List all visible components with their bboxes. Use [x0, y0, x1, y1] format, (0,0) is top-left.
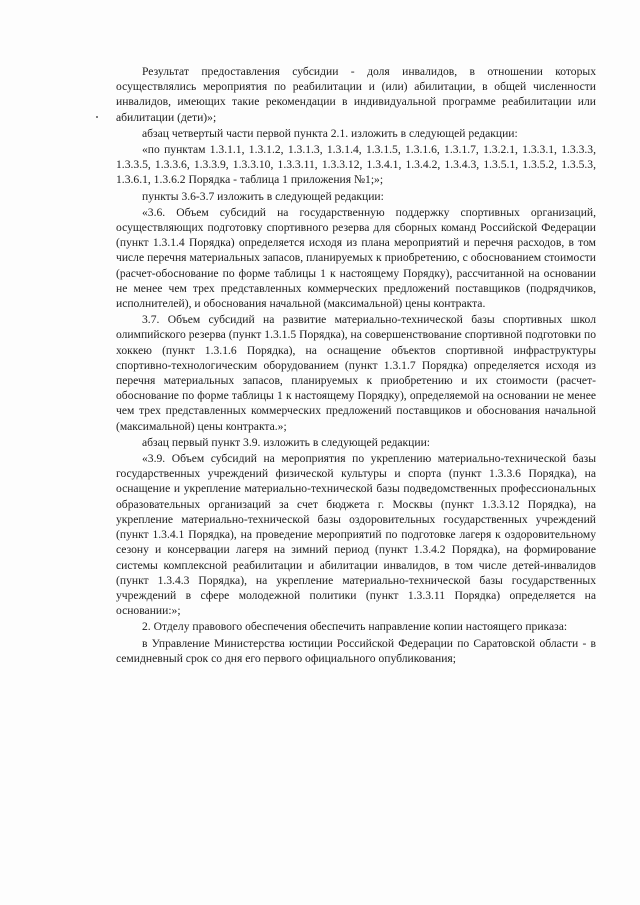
paragraph-legal-dept: 2. Отделу правового обеспечения обеспечить направление копии настоящего приказа:: [142, 620, 568, 634]
paragraph-amend-3-6-3-7: пункты 3.6-3.7 изложить в следующей редакции:: [142, 189, 384, 203]
paragraph-amend-2-1: абзац четвертый части первой пункта 2.1. изложить в следующей редакции:: [142, 126, 518, 140]
paragraph-justice-ministry: в Управление Министерства юстиции Российской Федерации по Саратовской области - в семидневный срок со дня его первого официального опубликования;: [116, 636, 596, 665]
document-body: [116, 64, 596, 666]
paragraph-amend-3-9: абзац первый пункт 3.9. изложить в следующей редакции:: [142, 435, 431, 449]
paragraph-3-6: «3.6. Объем субсидий на государственную поддержку спортивных организаций, осуществляющих подготовку спортивного резерва для сборных команд Российской Федерации (пункт 1.3.1.4 Порядка) определяется исходя из плана мероприятий и перечня расходов, в том числе перечня материальных запасов, планируемых к приобретению, с обоснованием стоимости (расчет-обоснование по форме таблицы 1 к настоящему Порядку), рассчитанной на основании не менее чем трех представленных коммерческих предложений поставщиков (подрядчиков, исполнителей), и обоснования начальной (максимальной) цены контракта.: [116, 205, 596, 311]
scan-artifact: [96, 116, 98, 118]
paragraph-point-list: «по пунктам 1.3.1.1, 1.3.1.2, 1.3.1.3, 1.3.1.4, 1.3.1.5, 1.3.1.6, 1.3.1.7, 1.3.2.1, 1.3.3.1, 1.3.3.3, 1.3.3.5, 1.3.3.6, 1.3.3.9, 1.3.3.10, 1.3.3.11, 1.3.3.12, 1.3.4.1, 1.3.4.2, 1.3.4.3, 1.3.5.1, 1.3.5.2, 1.3.5.3, 1.3.6.1, 1.3.6.2 Порядка - таблица 1 приложения №1;»;: [116, 143, 596, 187]
paragraph-subsidy-result: Результат предоставления субсидии - доля инвалидов, в отношении которых осуществлялись мероприятия по реабилитации и (или) абилитации, в общей численности инвалидов, имеющих такие рекомендации в индивидуальной программе реабилитации или абилитации (дети)»;: [116, 65, 596, 124]
paragraph-3-9: «3.9. Объем субсидий на мероприятия по укреплению материально-технической базы государственных учреждений физической культуры и спорта (пункт 1.3.3.6 Порядка), на оснащение и укрепление материально-технической базы подведомственных профессиональных образовательных организаций за счет бюджета г. Москвы (пункт 1.3.3.12 Порядка), на укрепление материально-технической базы оздоровительных государственных учреждений (пункт 1.3.4.1 Порядка), на проведение мероприятий по подготовке лагеря к оздоровительному сезону и консервации лагеря на зимний период (пункт 1.3.4.2 Порядка), на формирование системы комплексной реабилитации и абилитации инвалидов, в том числе детей-инвалидов (пункт 1.3.4.3 Порядка), на укрепление материально-технической базы государственных учреждений в сфере молодежной политики (пункт 1.3.3.11 Порядка) определяется на основании:»;: [116, 452, 596, 618]
paragraph-3-7: 3.7. Объем субсидий на развитие материально-технической базы спортивных школ олимпийского резерва (пункт 1.3.1.5 Порядка), на совершенствование спортивной подготовки по хоккею (пункт 1.3.1.6 Порядка), на оснащение объектов спортивной инфраструктуры спортивно-технологическим оборудованием (пункт 1.3.1.7 Порядка) определяется исходя из перечня материальных запасов, планируемых к приобретению и их стоимости (расчет-обоснование по форме таблицы 1 к настоящему Порядку), определяемой на основании не менее чем трех представленных коммерческих предложений поставщиков и обоснования начальной (максимальной) цены контракта.»;: [116, 313, 596, 433]
